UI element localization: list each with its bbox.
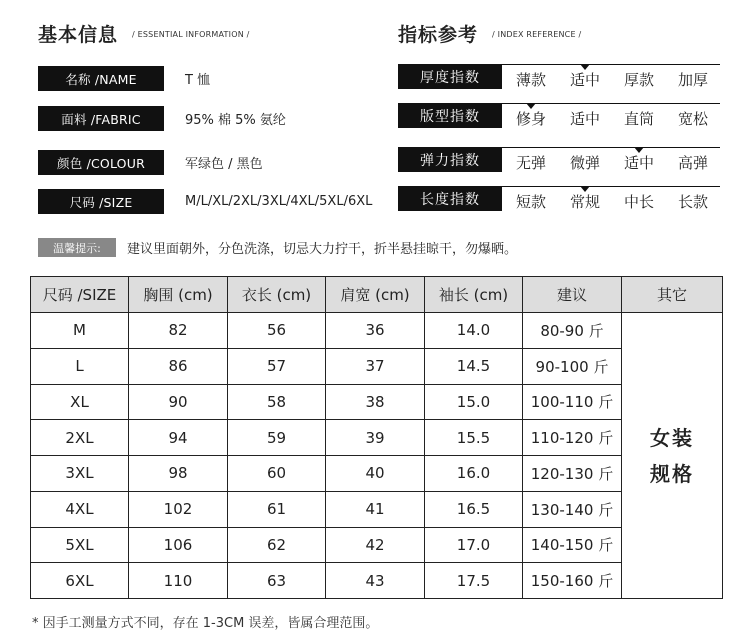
table-cell: 120-130 斤 [523,456,622,492]
table-cell: 16.0 [425,456,523,492]
size-value: M/L/XL/2XL/3XL/4XL/5XL/6XL [185,194,373,209]
table-row [31,563,723,599]
index-label: 版型指数 [398,103,502,128]
index-option: 中长 [623,193,654,211]
fit-index-row [398,103,720,129]
index-option: 高弹 [677,154,708,172]
table-cell: 62 [228,527,326,563]
index-option: 短款 [515,193,546,211]
table-cell: L [31,348,129,384]
table-cell: 60 [228,456,326,492]
table-cell: 41 [326,491,425,527]
table-cell: XL [31,384,129,420]
table-cell: 94 [129,420,228,456]
colour-value: 军绿色 / 黑色 [185,157,263,172]
table-cell: 80-90 斤 [523,313,622,349]
column-header: 肩宽 (cm) [326,277,425,313]
table-cell: 14.5 [425,348,523,384]
index-option: 厚款 [623,71,654,89]
table-cell: 90 [129,384,228,420]
tip-text: 建议里面朝外，分色洗涤，切忌大力拧干，折半悬挂晾干，勿爆晒。 [127,242,518,257]
table-cell: 102 [129,491,228,527]
name-value: T 恤 [185,73,211,88]
table-row [31,456,723,492]
table-cell: 3XL [31,456,129,492]
column-header: 其它 [622,277,723,313]
table-cell: 42 [326,527,425,563]
table-cell: 86 [129,348,228,384]
basic-info-title: 基本信息 [38,24,119,46]
index-option: 适中 [623,154,654,172]
table-cell: 4XL [31,491,129,527]
index-option: 修身 [515,110,546,128]
colour-label: 颜色 /COLOUR [38,150,164,175]
table-cell: 63 [228,563,326,599]
basic-info-subtitle: / ESSENTIAL INFORMATION / [132,30,250,39]
index-reference-subtitle: / INDEX REFERENCE / [492,30,582,39]
table-cell: 6XL [31,563,129,599]
merged-note-cell [622,313,723,599]
table-cell: 98 [129,456,228,492]
table-cell: 38 [326,384,425,420]
table-cell: 43 [326,563,425,599]
index-option: 薄款 [515,71,546,89]
fabric-value: 95% 棉 5% 氨纶 [185,113,286,128]
table-cell: 140-150 斤 [523,527,622,563]
table-cell: 110-120 斤 [523,420,622,456]
footnote: * 因手工测量方式不同，存在 1-3CM 误差，皆属合理范围。 [32,616,379,631]
table-header-row [31,277,723,313]
column-header: 尺码 /SIZE [31,277,129,313]
index-option: 直筒 [623,110,654,128]
index-option: 宽松 [677,110,708,128]
table-cell: 16.5 [425,491,523,527]
column-header: 袖长 (cm) [425,277,523,313]
table-cell: 17.0 [425,527,523,563]
index-label: 弹力指数 [398,147,502,172]
fabric-label: 面料 /FABRIC [38,106,164,131]
table-cell: 17.5 [425,563,523,599]
elasticity-index-row [398,147,720,173]
table-cell: 100-110 斤 [523,384,622,420]
index-option: 常规 [569,193,600,211]
size-table [30,276,723,599]
column-header: 胸围 (cm) [129,277,228,313]
table-cell: 5XL [31,527,129,563]
index-option: 微弹 [569,154,600,172]
table-cell: 56 [228,313,326,349]
column-header: 衣长 (cm) [228,277,326,313]
table-row [31,384,723,420]
table-cell: 57 [228,348,326,384]
table-cell: 15.0 [425,384,523,420]
table-cell: 82 [129,313,228,349]
index-option: 长款 [677,193,708,211]
table-row [31,420,723,456]
index-reference-title: 指标参考 [398,24,479,46]
merged-note-line: 女装 [650,425,694,450]
table-cell: 58 [228,384,326,420]
column-header: 建议 [523,277,622,313]
table-cell: 59 [228,420,326,456]
index-option: 适中 [569,71,600,89]
index-label: 厚度指数 [398,64,502,89]
index-option: 无弹 [515,154,546,172]
table-cell: 150-160 斤 [523,563,622,599]
table-cell: 39 [326,420,425,456]
table-cell: 36 [326,313,425,349]
table-row [31,348,723,384]
length-index-row [398,186,720,212]
index-option: 加厚 [677,71,708,89]
table-row [31,491,723,527]
table-cell: 2XL [31,420,129,456]
table-cell: M [31,313,129,349]
table-cell: 130-140 斤 [523,491,622,527]
table-cell: 90-100 斤 [523,348,622,384]
table-cell: 37 [326,348,425,384]
size-label: 尺码 /SIZE [38,189,164,214]
table-cell: 106 [129,527,228,563]
merged-note-line: 规格 [650,461,694,486]
table-cell: 61 [228,491,326,527]
table-cell: 40 [326,456,425,492]
index-label: 长度指数 [398,186,502,211]
name-label: 名称 /NAME [38,66,164,91]
table-cell: 15.5 [425,420,523,456]
table-cell: 110 [129,563,228,599]
index-option: 适中 [569,110,600,128]
table-row [31,527,723,563]
tip-badge: 温馨提示: [38,238,116,257]
table-row [31,313,723,349]
thickness-index-row [398,64,720,90]
table-cell: 14.0 [425,313,523,349]
